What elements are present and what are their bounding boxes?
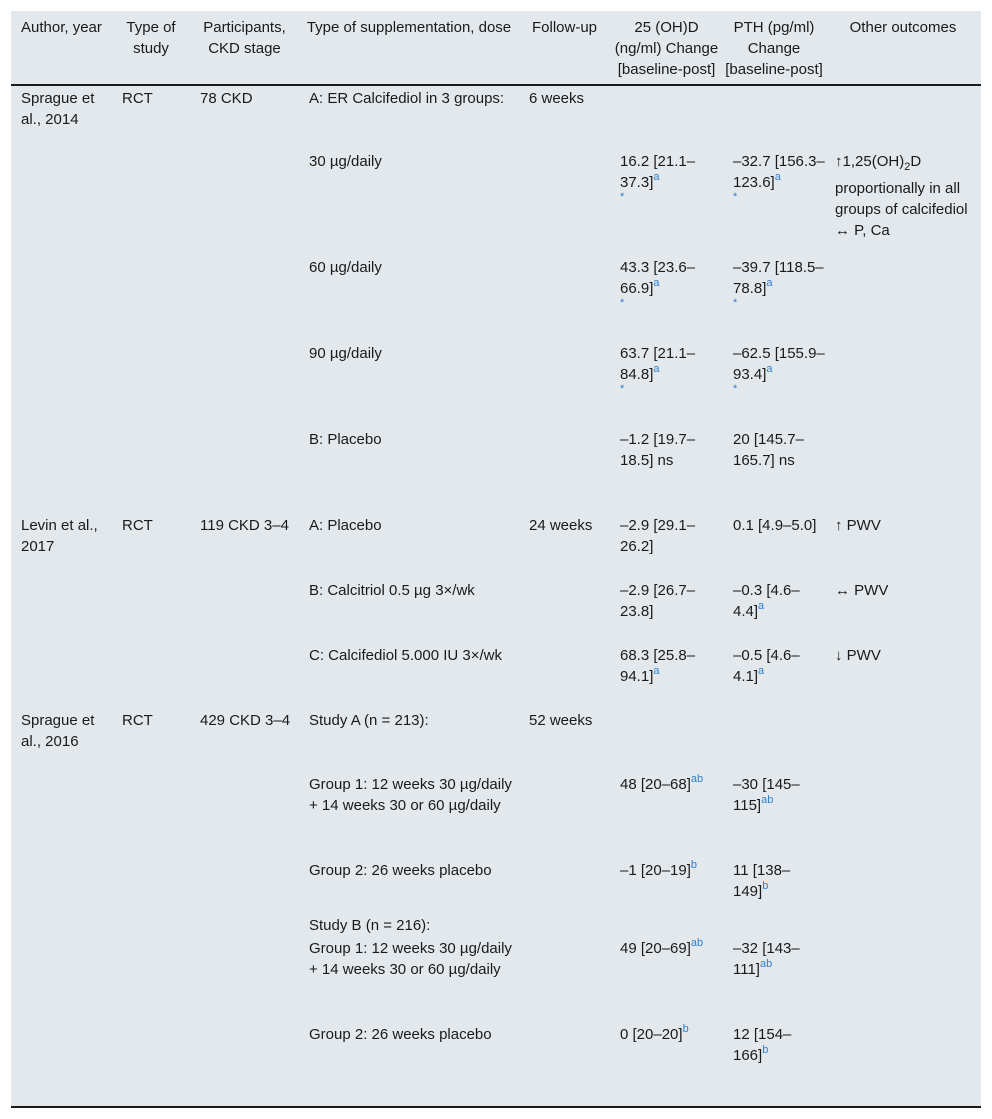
cell-author: Sprague et al., 2016 <box>21 712 95 750</box>
footnote-marker: a <box>774 171 781 183</box>
cell-follow-up: 24 weeks <box>529 517 593 534</box>
cell-participants <box>190 858 299 913</box>
cell-25ohd-change <box>610 85 723 149</box>
header-supplementation: Type of supplementation, dose <box>306 19 512 36</box>
significance-marker <box>733 471 825 482</box>
cell-pth-change <box>723 341 825 427</box>
cell-supplementation: Group 1: 12 weeks 30 µg/daily + 14 weeks 30 or 60 µg/daily <box>309 776 512 814</box>
cell-other-outcomes <box>825 772 981 858</box>
cell-25ohd-change <box>610 513 723 578</box>
footnote-marker: a <box>758 665 765 677</box>
cell-25ohd-change-value: –2.9 [29.1–26.2] <box>620 517 696 555</box>
cell-pth-change-value: 0.1 [4.9–5.0] <box>733 517 817 534</box>
cell-follow-up <box>519 772 610 858</box>
cell-other-outcomes <box>825 85 981 149</box>
significance-marker: * <box>620 297 625 309</box>
cell-author <box>11 149 112 255</box>
cell-25ohd-change-value: 49 [20–69] <box>620 940 691 957</box>
footnote-marker: a <box>653 363 660 375</box>
cell-other-outcomes <box>825 255 981 341</box>
table-row <box>11 1022 981 1077</box>
cell-participants <box>190 913 299 936</box>
cell-follow-up <box>519 643 610 708</box>
cell-pth-change-value: –62.5 [155.9–93.4] <box>733 345 825 383</box>
cell-25ohd-change <box>610 341 723 427</box>
table-header-row <box>11 11 981 85</box>
cell-follow-up <box>519 858 610 913</box>
cell-participants <box>190 149 299 255</box>
cell-other-outcomes <box>825 1022 981 1077</box>
cell-participants <box>190 255 299 341</box>
cell-participants <box>190 936 299 1022</box>
cell-pth-change-value: 12 [154–166] <box>733 1026 792 1064</box>
cell-pth-change-value: –30 [145–115] <box>733 776 800 814</box>
significance-marker: * <box>733 383 738 395</box>
cell-pth-change <box>723 643 825 708</box>
cell-supplementation: Study A (n = 213): <box>309 712 429 729</box>
significance-marker <box>620 471 723 482</box>
cell-follow-up <box>519 341 610 427</box>
significance-marker <box>733 536 825 547</box>
cell-author <box>11 936 112 1022</box>
cell-pth-change <box>723 1022 825 1077</box>
cell-author: Levin et al., 2017 <box>21 517 98 555</box>
table-row <box>11 772 981 858</box>
cell-pth-change <box>723 255 825 341</box>
cell-25ohd-change-value: –1 [20–19] <box>620 862 691 879</box>
cell-other-outcomes <box>825 341 981 427</box>
cell-pth-change <box>723 578 825 643</box>
footnote-marker: a <box>653 171 660 183</box>
header-25ohd: 25 (OH)D (ng/ml) Change [baseline-post] <box>614 19 719 78</box>
cell-study-type: RCT <box>122 517 153 534</box>
cell-pth-change <box>723 772 825 858</box>
cell-supplementation: Group 1: 12 weeks 30 µg/daily + 14 weeks 30 or 60 µg/daily <box>309 940 512 978</box>
cell-study-type <box>112 578 190 643</box>
cell-pth-change <box>723 149 825 255</box>
significance-marker <box>620 687 723 698</box>
table-row <box>11 578 981 643</box>
cell-study-type <box>112 643 190 708</box>
cell-participants <box>190 578 299 643</box>
cell-pth-change-value: –0.5 [4.6–4.1] <box>733 647 800 685</box>
significance-marker <box>733 88 825 99</box>
cell-25ohd-change <box>610 858 723 913</box>
cell-author <box>11 427 112 513</box>
footnote-marker: ab <box>690 937 704 949</box>
cell-study-type <box>112 341 190 427</box>
cell-25ohd-change-value: –2.9 [26.7–23.8] <box>620 582 696 620</box>
cell-follow-up <box>519 427 610 513</box>
cell-supplementation: B: Placebo <box>309 431 382 448</box>
cell-author <box>11 858 112 913</box>
cell-pth-change <box>723 858 825 913</box>
footnote-marker: ab <box>759 958 773 970</box>
table-row <box>11 708 981 772</box>
significance-marker <box>733 1066 825 1077</box>
significance-marker <box>620 88 723 99</box>
cell-pth-change <box>723 708 825 772</box>
significance-marker <box>620 795 723 806</box>
cell-25ohd-change <box>610 708 723 772</box>
cell-supplementation: 60 µg/daily <box>309 259 382 276</box>
cell-follow-up <box>519 913 610 936</box>
cell-participants <box>190 341 299 427</box>
cell-25ohd-change-value: 48 [20–68] <box>620 776 691 793</box>
cell-study-type <box>112 427 190 513</box>
cell-pth-change-value: 20 [145.7–165.7] ns <box>733 431 804 469</box>
header-pth: PTH (pg/ml) Change [baseline-post] <box>725 19 823 78</box>
table-row <box>11 913 981 936</box>
significance-marker <box>733 816 825 827</box>
header-other-outcomes: Other outcomes <box>849 19 957 36</box>
cell-supplementation: A: ER Calcifediol in 3 groups: <box>309 90 505 107</box>
footnote-marker: a <box>653 277 660 289</box>
table-row <box>11 149 981 255</box>
cell-study-type <box>112 255 190 341</box>
cell-pth-change-value: 11 [138–149] <box>733 862 791 900</box>
cell-other-outcomes <box>825 936 981 1022</box>
cell-supplementation: B: Calcitriol 0.5 µg 3×/wk <box>309 582 475 599</box>
cell-follow-up <box>519 1022 610 1077</box>
table-bottom-rule <box>11 1106 981 1108</box>
significance-marker <box>733 980 825 991</box>
cell-follow-up <box>519 149 610 255</box>
cell-pth-change <box>723 85 825 149</box>
significance-marker <box>733 710 825 721</box>
cell-follow-up: 52 weeks <box>529 712 593 729</box>
cell-25ohd-change <box>610 936 723 1022</box>
cell-participants <box>190 772 299 858</box>
cell-author: Sprague et al., 2014 <box>21 90 95 128</box>
significance-marker <box>620 1045 723 1056</box>
cell-participants: 78 CKD <box>200 90 253 107</box>
cell-participants <box>190 427 299 513</box>
table-row <box>11 858 981 913</box>
table-row <box>11 341 981 427</box>
footnote-marker: a <box>766 277 773 289</box>
footnote-marker: b <box>690 859 698 871</box>
table-row <box>11 427 981 513</box>
cell-author <box>11 643 112 708</box>
cell-author <box>11 578 112 643</box>
cell-pth-change-value: –32 [143–111] <box>733 940 800 978</box>
table-row <box>11 255 981 341</box>
cell-other-outcomes: ↑ PWV <box>835 517 881 534</box>
significance-marker <box>620 959 723 970</box>
significance-marker: * <box>733 297 738 309</box>
cell-25ohd-change-value: 16.2 [21.1–37.3] <box>620 153 696 191</box>
cell-pth-change-value: –39.7 [118.5–78.8] <box>733 259 824 297</box>
header-author: Author, year <box>21 19 102 36</box>
significance-marker <box>620 557 723 568</box>
cell-study-type <box>112 772 190 858</box>
cell-follow-up <box>519 578 610 643</box>
cell-author <box>11 1022 112 1077</box>
cell-supplementation: 30 µg/daily <box>309 153 382 170</box>
header-follow-up: Follow-up <box>531 19 598 36</box>
cell-other-outcomes <box>825 708 981 772</box>
header-participants: Participants, CKD stage <box>203 19 286 57</box>
significance-marker <box>733 622 825 633</box>
table-row <box>11 85 981 149</box>
cell-supplementation: Study B (n = 216): <box>309 917 431 934</box>
cell-author <box>11 913 112 936</box>
footnote-marker: b <box>762 880 769 892</box>
footnote-marker: b <box>682 1023 689 1035</box>
footnote-marker: a <box>758 600 765 612</box>
cell-pth-change <box>723 913 825 936</box>
cell-follow-up <box>519 255 610 341</box>
significance-marker <box>733 915 825 926</box>
footnote-marker: b <box>762 1044 769 1056</box>
footnote-marker: ab <box>690 773 704 785</box>
cell-study-type <box>112 858 190 913</box>
cell-follow-up <box>519 936 610 1022</box>
significance-marker: * <box>733 191 738 203</box>
data-table <box>11 11 981 1077</box>
cell-25ohd-change <box>610 149 723 255</box>
data-table-panel <box>11 11 981 1108</box>
cell-supplementation: C: Calcifediol 5.000 IU 3×/wk <box>309 647 503 664</box>
cell-pth-change-value: –32.7 [156.3–123.6] <box>733 153 825 191</box>
cell-follow-up: 6 weeks <box>529 90 585 107</box>
table-row <box>11 513 981 578</box>
cell-author <box>11 255 112 341</box>
cell-25ohd-change <box>610 913 723 936</box>
cell-study-type <box>112 1022 190 1077</box>
cell-supplementation: Group 2: 26 weeks placebo <box>309 862 492 879</box>
cell-study-type: RCT <box>122 712 153 729</box>
cell-participants <box>190 1022 299 1077</box>
cell-25ohd-change-value: 0 [20–20] <box>620 1026 683 1043</box>
cell-25ohd-change-value: 43.3 [23.6–66.9] <box>620 259 696 297</box>
cell-25ohd-change <box>610 255 723 341</box>
cell-pth-change <box>723 513 825 578</box>
cell-study-type <box>112 913 190 936</box>
significance-marker: * <box>620 191 625 203</box>
table-row <box>11 936 981 1022</box>
cell-25ohd-change <box>610 578 723 643</box>
cell-25ohd-change <box>610 427 723 513</box>
significance-marker <box>733 902 825 913</box>
cell-participants: 119 CKD 3–4 <box>200 517 289 534</box>
significance-marker <box>620 881 723 892</box>
cell-25ohd-change <box>610 1022 723 1077</box>
cell-study-type <box>112 936 190 1022</box>
cell-other-outcomes <box>825 913 981 936</box>
cell-study-type: RCT <box>122 90 153 107</box>
significance-marker <box>620 622 723 633</box>
cell-25ohd-change-value: 63.7 [21.1–84.8] <box>620 345 696 383</box>
cell-other-outcomes: $↑1,25(OH)_2D$ proportionally in all groups of calcifediol ↔ P, Ca <box>835 153 968 239</box>
cell-supplementation: Group 2: 26 weeks placebo <box>309 1026 492 1043</box>
table-row <box>11 643 981 708</box>
cell-study-type <box>112 149 190 255</box>
header-type: Type of study <box>126 19 176 57</box>
cell-other-outcomes <box>825 858 981 913</box>
cell-pth-change-value: –0.3 [4.6–4.4] <box>733 582 800 620</box>
significance-marker: * <box>620 383 625 395</box>
significance-marker <box>620 915 723 926</box>
cell-25ohd-change <box>610 772 723 858</box>
cell-25ohd-change <box>610 643 723 708</box>
cell-other-outcomes: ↓ PWV <box>835 647 881 664</box>
footnote-marker: a <box>766 363 773 375</box>
significance-marker <box>733 687 825 698</box>
cell-25ohd-change-value: 68.3 [25.8–94.1] <box>620 647 696 685</box>
cell-supplementation: A: Placebo <box>309 517 382 534</box>
cell-author <box>11 772 112 858</box>
cell-participants <box>190 643 299 708</box>
cell-other-outcomes: ↔ PWV <box>835 582 889 599</box>
cell-pth-change <box>723 427 825 513</box>
cell-participants: 429 CKD 3–4 <box>200 712 291 729</box>
cell-25ohd-change-value: –1.2 [19.7–18.5] ns <box>620 431 696 469</box>
cell-pth-change <box>723 936 825 1022</box>
footnote-marker: ab <box>761 794 774 806</box>
cell-author <box>11 341 112 427</box>
cell-other-outcomes <box>825 427 981 513</box>
cell-supplementation: 90 µg/daily <box>309 345 382 362</box>
significance-marker <box>620 710 723 721</box>
footnote-marker: a <box>653 665 660 677</box>
